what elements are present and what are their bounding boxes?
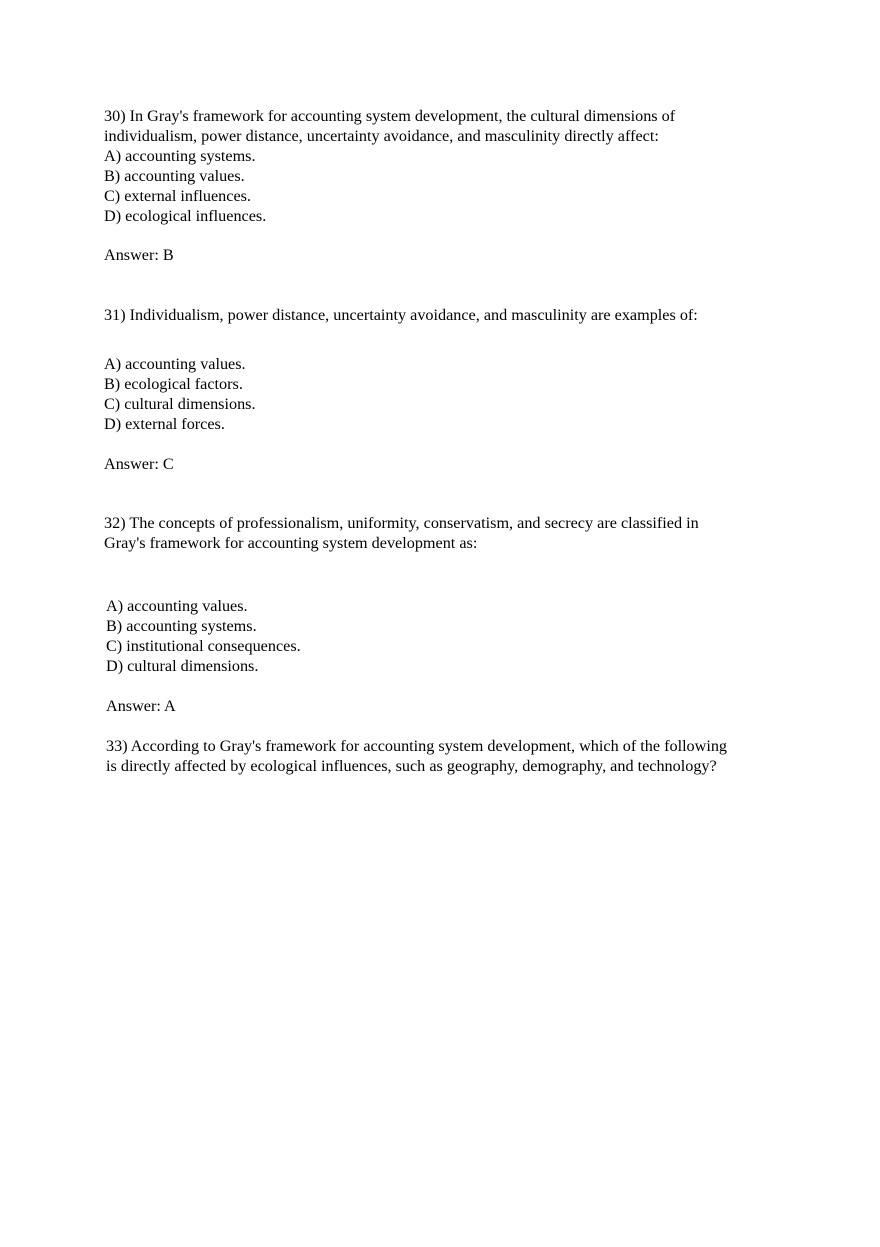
- option-d: D) cultural dimensions.: [106, 657, 259, 675]
- question-32-options: [106, 596, 301, 676]
- question-stem-line: 32) The concepts of professionalism, uniformity, conservatism, and secrecy are classified in: [104, 514, 699, 532]
- answer-text: Answer: B: [104, 246, 174, 264]
- option-c: C) external influences.: [104, 187, 251, 205]
- question-30-options: [104, 146, 266, 226]
- answer-text: Answer: C: [104, 455, 174, 473]
- option-d: D) ecological influences.: [104, 207, 267, 225]
- option-d: D) external forces.: [104, 415, 225, 433]
- option-c: C) institutional consequences.: [106, 637, 301, 655]
- question-31-stem: [104, 305, 698, 325]
- question-stem-line: individualism, power distance, uncertainty avoidance, and masculinity directly affect:: [104, 127, 659, 145]
- question-30-answer: [104, 245, 174, 265]
- question-stem-line: 31) Individualism, power distance, uncertainty avoidance, and masculinity are examples of:: [104, 306, 698, 324]
- question-33-stem: [106, 736, 727, 776]
- question-32-stem: [104, 513, 699, 553]
- option-b: B) ecological factors.: [104, 375, 243, 393]
- option-a: A) accounting systems.: [104, 147, 256, 165]
- question-stem-line: Gray's framework for accounting system development as:: [104, 534, 478, 552]
- option-c: C) cultural dimensions.: [104, 395, 256, 413]
- question-stem-line: is directly affected by ecological influences, such as geography, demography, and technology?: [106, 757, 717, 775]
- question-31-options: [104, 354, 256, 434]
- option-a: A) accounting values.: [106, 597, 248, 615]
- question-31-answer: [104, 454, 174, 474]
- option-b: B) accounting values.: [104, 167, 245, 185]
- question-stem-line: 30) In Gray's framework for accounting system development, the cultural dimensions of: [104, 107, 676, 125]
- option-a: A) accounting values.: [104, 355, 246, 373]
- option-b: B) accounting systems.: [106, 617, 257, 635]
- question-30-stem: [104, 106, 675, 146]
- question-stem-line: 33) According to Gray's framework for accounting system development, which of the following: [106, 737, 728, 755]
- question-32-answer: [106, 696, 176, 716]
- answer-text: Answer: A: [106, 697, 176, 715]
